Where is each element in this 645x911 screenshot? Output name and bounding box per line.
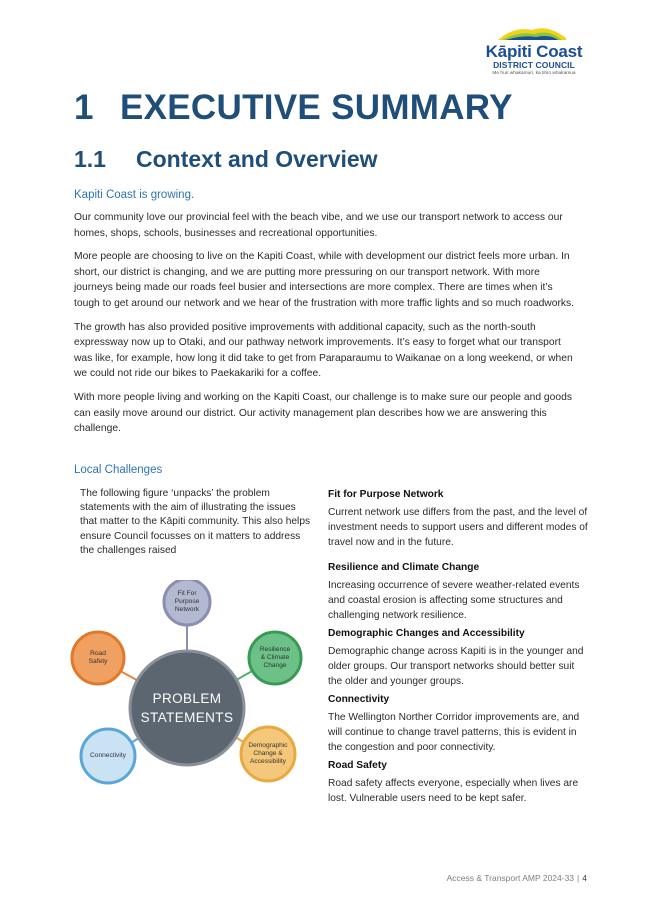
challenge-connectivity: [328, 692, 590, 755]
heading2-title: Context and Overview: [136, 146, 378, 172]
subheading-local-challenges: Local Challenges: [74, 464, 163, 476]
paragraph: Our community love our provincial feel with the beach vibe, and we use our transport network to access our homes, shops, schools, businesses and recreational opportunities.: [74, 212, 563, 239]
node-resilience-label: [248, 646, 302, 670]
subheading-growing: Kapiti Coast is growing.: [74, 189, 195, 201]
growing-body: [74, 210, 579, 445]
heading-executive-summary: [74, 88, 513, 128]
center-line: PROBLEM: [152, 691, 222, 706]
node-line: Demographic: [248, 742, 288, 749]
challenge-demographic: [328, 626, 590, 689]
challenge-title: Resilience and Climate Change: [328, 562, 480, 573]
paragraph: More people are choosing to live on the Kapiti Coast, while with development our district feels more urban. In short, our district is changing, and we are putting more pressuring on our transport network. With more journeys being made our roads feel busier and intersections are more complex. There are times when it’s tough to get around our network and we hear of the frustration with more traffic lights and so much roadworks.: [74, 251, 575, 309]
page-footer: [447, 873, 587, 883]
node-road-label: [74, 650, 122, 666]
challenges-list: [328, 487, 590, 809]
footer-text: Access & Transport AMP 2024-33: [446, 873, 575, 883]
challenge-resilience: [328, 560, 590, 623]
heading2-number: 1.1: [74, 146, 106, 172]
challenge-title: Demographic Changes and Accessibility: [328, 628, 525, 639]
node-line: Network: [174, 606, 200, 613]
node-line: Road: [90, 650, 106, 657]
challenges-intro: The following figure ‘unpacks’ the problem statements with the aim of illustrating the issues that matter to the Kāpiti community. This also helps ensure Council focusses on it matters to address the challenges raised: [80, 488, 311, 556]
council-logo: [474, 22, 594, 78]
node-line: Fit For: [177, 590, 197, 597]
center-line: STATEMENTS: [140, 710, 234, 725]
challenge-body: Demographic change across Kapiti is in the younger and older groups. Our transport networks should better suit the older and younger groups.: [328, 646, 584, 687]
page-number: 4: [582, 873, 587, 883]
challenge-body: Road safety affects everyone, especially when lives are lost. Vulnerable users need to be kept safer.: [328, 778, 579, 804]
paragraph: With more people living and working on the Kapiti Coast, our challenge is to make sure our people and goods can easily move around our district. Our activity management plan describes how we are answering this challenge.: [74, 391, 572, 435]
node-line: Resilience: [259, 646, 291, 653]
challenge-title: Connectivity: [328, 694, 390, 705]
logo-tagline: Me huri whakamuri, ka titiro whakamua: [492, 71, 576, 76]
node-line: Change: [263, 662, 287, 669]
challenge-body: The Wellington Norther Corridor improvements are, and will continue to change travel patterns, this is evident in the congestion and poor connectivity.: [328, 712, 580, 753]
node-fit-label: [162, 590, 212, 614]
problem-statements-diagram: [62, 580, 312, 792]
node-line: Connectivity: [90, 752, 126, 759]
node-line: & Climate: [260, 654, 290, 661]
center-label: [132, 689, 242, 727]
challenge-body: Current network use differs from the past, and the level of investment needs to support users and different modes of travel now and in the future.: [328, 507, 588, 548]
node-line: Purpose: [174, 598, 200, 605]
heading1-title: EXECUTIVE SUMMARY: [120, 88, 513, 127]
node-line: Accessibility: [250, 758, 286, 765]
node-demographic-label: [240, 742, 296, 766]
challenge-fit-for-purpose: [328, 487, 590, 550]
paragraph: The growth has also provided positive improvements with additional capacity, such as the north-south expressway now up to Otaki, and our pathway network improvements. It’s easy to forget what our transport was like, for example, how long it did take to get from Paraparaumu to Waikanae on a long weekend, or when we could not ride our bikes to Paekakariki for a coffee.: [74, 321, 573, 380]
node-line: Change &: [253, 750, 283, 757]
node-connectivity-label: [80, 752, 136, 760]
node-line: Safety: [88, 658, 108, 665]
heading-context-overview: [74, 146, 378, 173]
challenge-title: Road Safety: [328, 760, 387, 771]
challenge-body: Increasing occurrence of severe weather-related events and coastal erosion is affecting some structures and challenging network resilience.: [328, 580, 580, 621]
logo-council: DISTRICT COUNCIL: [493, 60, 575, 70]
logo-name: Kāpiti Coast: [485, 42, 583, 61]
hills-logo-icon: [496, 22, 568, 42]
challenge-title: Fit for Purpose Network: [328, 489, 444, 500]
heading1-number: 1: [74, 88, 94, 127]
footer-separator: |: [577, 873, 580, 883]
challenge-road-safety: [328, 758, 590, 806]
